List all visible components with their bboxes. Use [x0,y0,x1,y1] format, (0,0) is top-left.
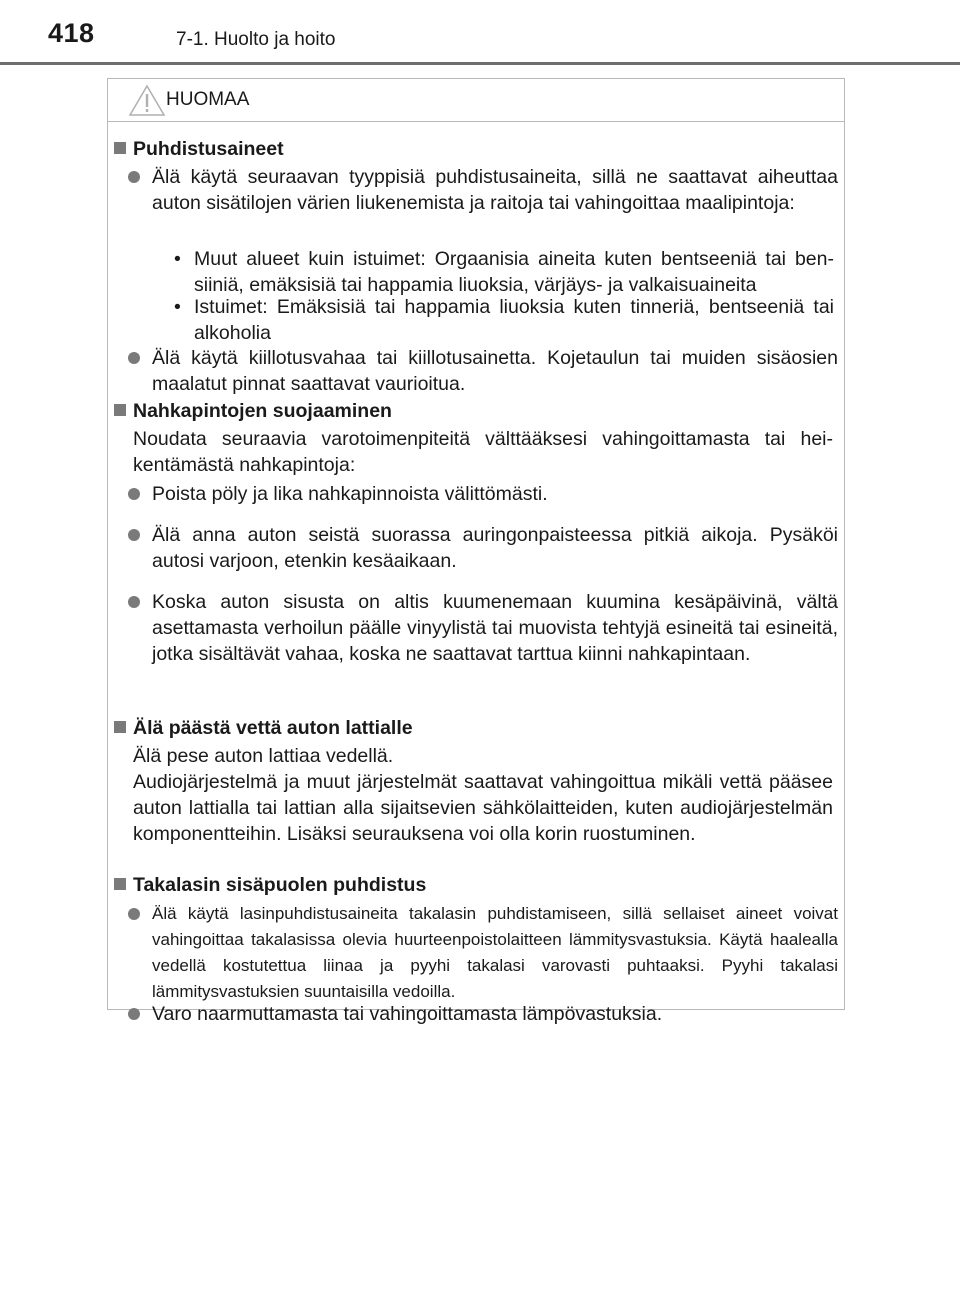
round-bullet-icon [128,908,140,920]
notice-header [108,79,844,122]
paragraph: Noudata seuraavia varotoimenpiteitä välttääksesi vahingoittamasta tai heikentämästä nahkapintoja: [133,428,833,476]
list-item: Istuimet: Emäksisiä tai happamia liuoksia kuten tinneriä, bentseeniä tai alkoholia [194,296,834,344]
paragraph: Poista pöly ja lika nahkapinnoista välittömästi. [152,483,548,505]
header-rule [0,62,960,65]
notice-box [107,78,845,1025]
round-bullet-icon [128,529,140,541]
list-dot: • [174,248,181,270]
paragraph: Audiojärjestelmä ja muut järjestelmät saattavat vahingoittua mikäli vettä pääsee auton lattialla tai lattian alla sijaitsevien sähkölaitteiden, kuten audiojärjestelmän komponentteihin. Lisäksi seurauksena voi olla korin ruostuminen. [133,771,833,845]
round-bullet-icon [128,352,140,364]
square-bullet-icon [114,721,126,733]
list-dot: • [174,296,181,318]
warning-triangle-icon [128,84,166,117]
paragraph: Varo naarmuttamasta tai vahingoittamasta lämpövastuksia. [152,1003,663,1025]
section-heading: Älä päästä vettä auton lattialle [114,717,413,740]
paragraph: Älä käytä seuraavan tyyppisiä puhdistusaineita, sillä ne saattavat aiheuttaa auton sisätilojen värien liukenemista ja raitoja tai vahingoittaa maalipintoja: [152,166,838,214]
square-bullet-icon [114,878,126,890]
paragraph: Älä käytä kiillotusvahaa tai kiillotusainetta. Kojetaulun tai muiden sisäosien maalatut pinnat saattavat vaurioitua. [152,347,838,395]
round-bullet-icon [128,488,140,500]
square-bullet-icon [114,404,126,416]
paragraph: Älä pese auton lattiaa vedellä. [133,745,394,767]
paragraph: Koska auton sisusta on altis kuumenemaan kuumina kesäpäivinä, vältä asettamasta verhoilun päälle vinyylistä tai muovista tehtyjä esineitä tai esineitä, jotka sisältävät vahaa, koska ne saattavat tarttua kiinni nahkapintaan. [152,591,838,665]
section-heading: Takalasin sisäpuolen puhdistus [114,874,426,897]
page-number: 418 [48,18,95,48]
section-heading: Puhdistusaineet [114,138,284,161]
round-bullet-icon [128,596,140,608]
section-title: 7-1. Huolto ja hoito [176,29,336,50]
round-bullet-icon [128,171,140,183]
round-bullet-icon [128,1008,140,1020]
section-heading: Nahkapintojen suojaaminen [114,400,392,423]
square-bullet-icon [114,142,126,154]
paragraph: Älä anna auton seistä suorassa auringonpaisteessa pitkiä aikoja. Pysäköi autosi varjoon, etenkin kesäaikaan. [152,524,838,572]
list-item: Muut alueet kuin istuimet: Orgaanisia aineita kuten bentseeniä tai bensiiniä, emäksisiä tai happamia liuoksia, värjäys- ja valkaisuaineita [194,248,834,296]
notice-title: HUOMAA [166,89,250,110]
paragraph: Älä käytä lasinpuhdistusaineita takalasin puhdistamiseen, sillä sellaiset aineet voivat vahingoittaa takalasissa olevia huurteenpoistolaitteen lämmitysvastuksia. Käytä haalealla vedellä kostutettua liinaa ja pyyhi takalasi varovasti puhtaaksi. Pyyhi takalasi lämmitysvastuksien suuntaisilla vedoilla. [152,904,838,1001]
